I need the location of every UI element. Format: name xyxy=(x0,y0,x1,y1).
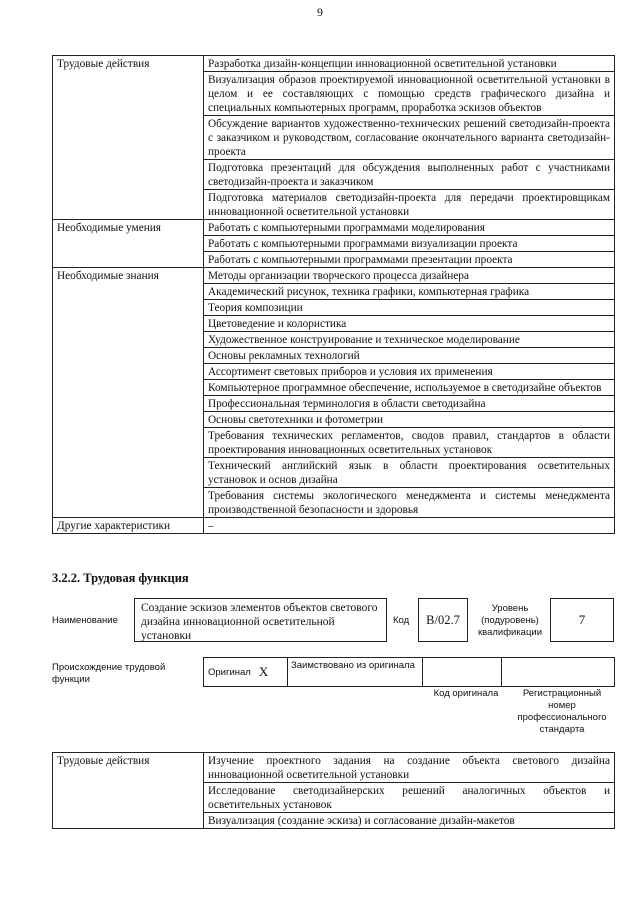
level-label: Уровень (подуровень) квалификации xyxy=(477,603,543,638)
row-item: Компьютерное программное обеспечение, используемое в светодизайне объектов xyxy=(204,380,615,396)
row-item: Художественное конструирование и техническое моделирование xyxy=(204,332,615,348)
row-item: Теория композиции xyxy=(204,300,615,316)
work-function-table-2 xyxy=(52,752,615,829)
page-number: 9 xyxy=(317,5,323,19)
row-item: Разработка дизайн-концепции инновационной осветительной установки xyxy=(204,56,615,72)
row-item: Методы организации творческого процесса дизайнера xyxy=(204,268,615,284)
row-item: Работать с компьютерными программами визуализации проекта xyxy=(204,236,615,252)
row-item: Основы светотехники и фотометрии xyxy=(204,412,615,428)
code-label: Код xyxy=(393,615,410,626)
row-item: Требования системы экологического менеджмента и системы менеджмента производственной безопасности и здоровья xyxy=(204,488,615,518)
row-item: Подготовка презентаций для обсуждения выполненных работ с участниками светодизайн-проекта и заказчиком xyxy=(204,160,615,190)
work-function-table-1 xyxy=(52,55,615,534)
row-item: Профессиональная терминология в области светодизайна xyxy=(204,396,615,412)
table-row xyxy=(53,56,615,72)
table-row xyxy=(53,518,615,534)
row-item: Основы рекламных технологий xyxy=(204,348,615,364)
row-item: Изучение проектного задания на создание объекта светового дизайна инновационной осветительной установки xyxy=(204,753,615,783)
table-row xyxy=(53,753,615,783)
level-box: 7 xyxy=(550,598,614,642)
row-item: Цветоведение и колористика xyxy=(204,316,615,332)
row-item: Исследование светодизайнерских решений аналогичных объектов и осветительных установок xyxy=(204,783,615,813)
section-title: 3.2.2. Трудовая функция xyxy=(52,571,189,585)
row-group-label: Другие характеристики xyxy=(53,518,204,534)
row-item: Работать с компьютерными программами презентации проекта xyxy=(204,252,615,268)
reg-caption: Регистрационный номер профессионального стандарта xyxy=(517,688,607,735)
row-item: – xyxy=(204,518,615,534)
row-item: Визуализация (создание эскиза) и согласование дизайн-макетов xyxy=(204,813,615,829)
origin-label: Происхождение трудовой функции xyxy=(52,662,166,685)
original-mark: X xyxy=(258,664,269,679)
row-item: Подготовка материалов светодизайн-проекта для передачи проектировщикам инновационной осветительной установки xyxy=(204,190,615,220)
row-item: Визуализация образов проектируемой инновационной осветительной установки в целом и ее составляющих с помощью средств графического дизайна и специальных компьютерных программ, проработка эскизов объектов xyxy=(204,72,615,116)
row-item: Ассортимент световых приборов и условия их применения xyxy=(204,364,615,380)
borrowed-cell: Заимствовано из оригинала xyxy=(287,657,423,687)
function-name-box: Создание эскизов элементов объектов светового дизайна инновационной осветительной установки xyxy=(134,598,387,642)
original-label: Оригинал xyxy=(208,666,251,678)
reg-number-cell xyxy=(501,657,615,687)
row-group-label: Необходимые знания xyxy=(53,268,204,518)
row-item: Требования технических регламентов, сводов правил, стандартов в области проектирования инновационных осветительных установок xyxy=(204,428,615,458)
row-group-label: Трудовые действия xyxy=(53,56,204,220)
table-row xyxy=(53,220,615,236)
row-item: Технический английский язык в области проектирования осветительных установок и основ дизайна xyxy=(204,458,615,488)
row-item: Академический рисунок, техника графики, компьютерная графика xyxy=(204,284,615,300)
row-item: Обсуждение вариантов художественно-технических решений светодизайн-проекта с заказчиком и руководством, согласование окончательного варианта светодизайн-проекта xyxy=(204,116,615,160)
function-code-box: B/02.7 xyxy=(418,598,468,642)
name-label: Наименование xyxy=(52,615,118,626)
row-group-label: Необходимые умения xyxy=(53,220,204,268)
code-caption: Код оригинала xyxy=(433,688,499,699)
origin-row xyxy=(204,657,615,687)
original-cell xyxy=(203,657,288,687)
row-item: Работать с компьютерными программами моделирования xyxy=(204,220,615,236)
original-code-cell xyxy=(422,657,502,687)
row-group-label: Трудовые действия xyxy=(53,753,204,829)
table-row xyxy=(53,268,615,284)
